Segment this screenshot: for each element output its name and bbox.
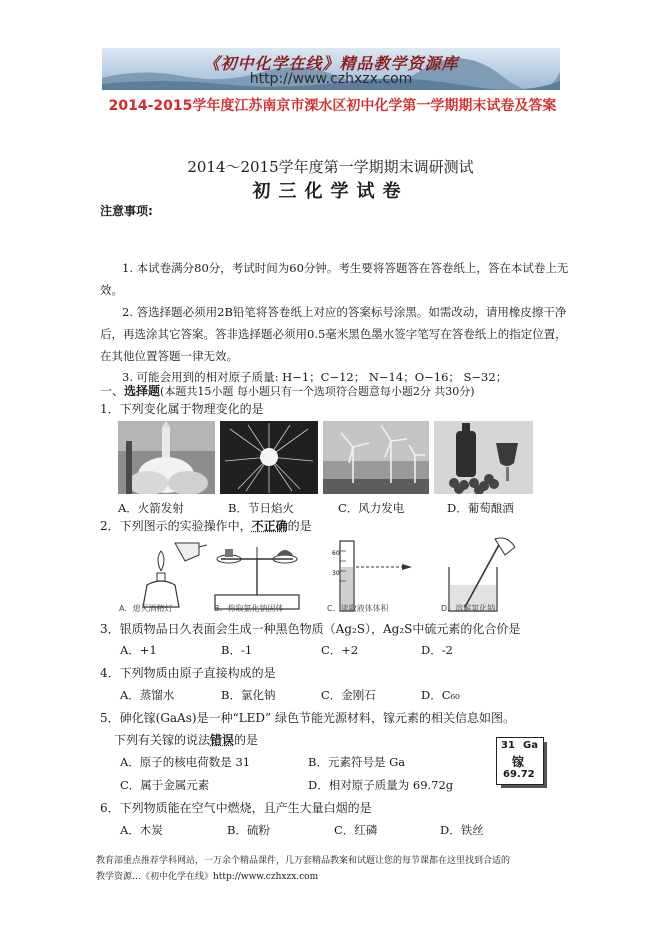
fireworks-photo — [220, 421, 318, 494]
banner-url[interactable]: http://www.czhxzx.com — [249, 71, 413, 87]
q5-stem2-before: 下列有关镓的说法 — [114, 733, 211, 747]
q5-option-d: D．相对原子质量为 69.72g — [308, 778, 454, 792]
q5-option-b: B．元素符号是 Ga — [308, 755, 406, 769]
section-heading — [100, 382, 580, 401]
element-name: 镓 — [512, 755, 525, 769]
notice-item-2: 2. 答选择题必须用2B铅笔将答卷纸上对应的答案标号涂黑。如需改动，请用橡皮擦干净后，再选涂其它答案。答非选择题必须用0.5毫米黑色墨水签字笔写在答卷纸上的指定位置，在其他位置答题一律无效。 — [100, 305, 567, 363]
q5-option-c: C．属于金属元素 — [120, 778, 210, 792]
element-symbol: Ga — [523, 740, 538, 751]
document-title: 2014-2015学年度江苏南京市溧水区初中化学第一学期期末试卷及答案 — [108, 98, 557, 114]
section-prefix: 一、 — [100, 384, 125, 398]
grape-wine-photo — [434, 421, 533, 494]
svg-text:30: 30 — [332, 570, 340, 577]
rocket-launch-photo — [118, 421, 215, 494]
q5-stem-line2 — [114, 731, 258, 749]
q5-stem2-emphasis: 错误 — [210, 733, 235, 747]
q4-option-c: C．金刚石 — [321, 688, 376, 702]
exam-heading: 2014～2015学年度第一学期期末调研测试 — [187, 158, 474, 176]
notice-label: 注意事项: — [100, 204, 153, 218]
banner-title: 《初中化学在线》精品教学资源库 — [203, 54, 459, 73]
q5-option-a: A．原子的核电荷数是 31 — [120, 755, 251, 769]
wind-turbines-photo — [323, 421, 429, 494]
q1-stem: 1．下列变化属于物理变化的是 — [100, 402, 264, 416]
exam-subject: 初三化学试卷 — [252, 181, 409, 202]
q1-option-a: A．火箭发射 — [118, 501, 184, 515]
q4-option-d: D．C₆₀ — [421, 688, 460, 702]
q3-option-d: D．-2 — [421, 643, 453, 657]
q6-option-b: B．硫粉 — [227, 823, 270, 837]
element-mass: 69.72 — [503, 769, 535, 780]
q5-stem2-after: 的是 — [234, 733, 259, 747]
svg-text:60: 60 — [332, 550, 340, 557]
q2-caption-a: A．熄灭酒精灯 — [119, 604, 173, 613]
q3-option-b: B．-1 — [221, 643, 253, 657]
q5-stem: 5．砷化镓(GaAs)是一种“LED” 绿色节能光源材料，镓元素的相关信息如图。 — [100, 711, 515, 725]
section-description: (本题共15小题 每小题只有一个选项符合题意每小题2分 共30分) — [160, 385, 475, 398]
q2-stem-emphasis: 不正确 — [251, 519, 288, 533]
q6-option-d: D．铁丝 — [440, 823, 484, 837]
q2-caption-c: C．读取液体体积 — [327, 604, 389, 613]
footer-line-2[interactable]: 教学资源…《初中化学在线》http://www.czhxzx.com — [96, 872, 319, 882]
q2-caption-b: B．称取氯化钠固体 — [214, 604, 284, 613]
element-number: 31 — [501, 740, 515, 751]
q2-stem — [100, 517, 312, 535]
q6-option-a: A．木炭 — [120, 823, 163, 837]
q2-caption-d: D．溶解氯化钠 — [441, 604, 496, 613]
q1-option-c: C．风力发电 — [338, 501, 405, 515]
q1-option-b: B．节日焰火 — [228, 501, 294, 515]
q3-stem: 3．银质物品日久表面会生成一种黑色物质（Ag₂S），Ag₂S中硫元素的化合价是 — [100, 622, 521, 636]
q2-stem-after: 的是 — [287, 519, 312, 533]
q1-option-d: D．葡萄酿酒 — [447, 501, 514, 515]
q4-option-b: B．氯化钠 — [221, 688, 276, 702]
q3-option-c: C．+2 — [321, 643, 359, 657]
q4-stem: 4．下列物质由原子直接构成的是 — [100, 666, 276, 680]
section-title: 选择题 — [124, 384, 161, 398]
q3-option-a: A．+1 — [120, 643, 157, 657]
q2-stem-before: 2．下列图示的实验操作中， — [100, 519, 252, 533]
footer-line-1: 教育部重点推荐学科网站，一万余个精品课件，几万套精品教案和试题让您的每节课都在这里找到合适的 — [96, 856, 511, 866]
q4-option-a: A．蒸馏水 — [120, 688, 175, 702]
q6-option-c: C．红磷 — [334, 823, 378, 837]
notice-item-3: 3. 可能会用到的相对原子质量: H−1；C−12； N−14；O−16； S−32； — [122, 370, 508, 384]
notice-item-1: 1. 本试卷满分80分，考试时间为60分钟。考生要将答题答在答卷纸上，答在本试卷上无效。 — [100, 261, 569, 297]
gallium-element-card — [496, 737, 544, 785]
q6-stem: 6．下列物质能在空气中燃烧，且产生大量白烟的是 — [100, 801, 372, 815]
site-banner — [102, 48, 560, 90]
page-footer — [96, 853, 576, 885]
